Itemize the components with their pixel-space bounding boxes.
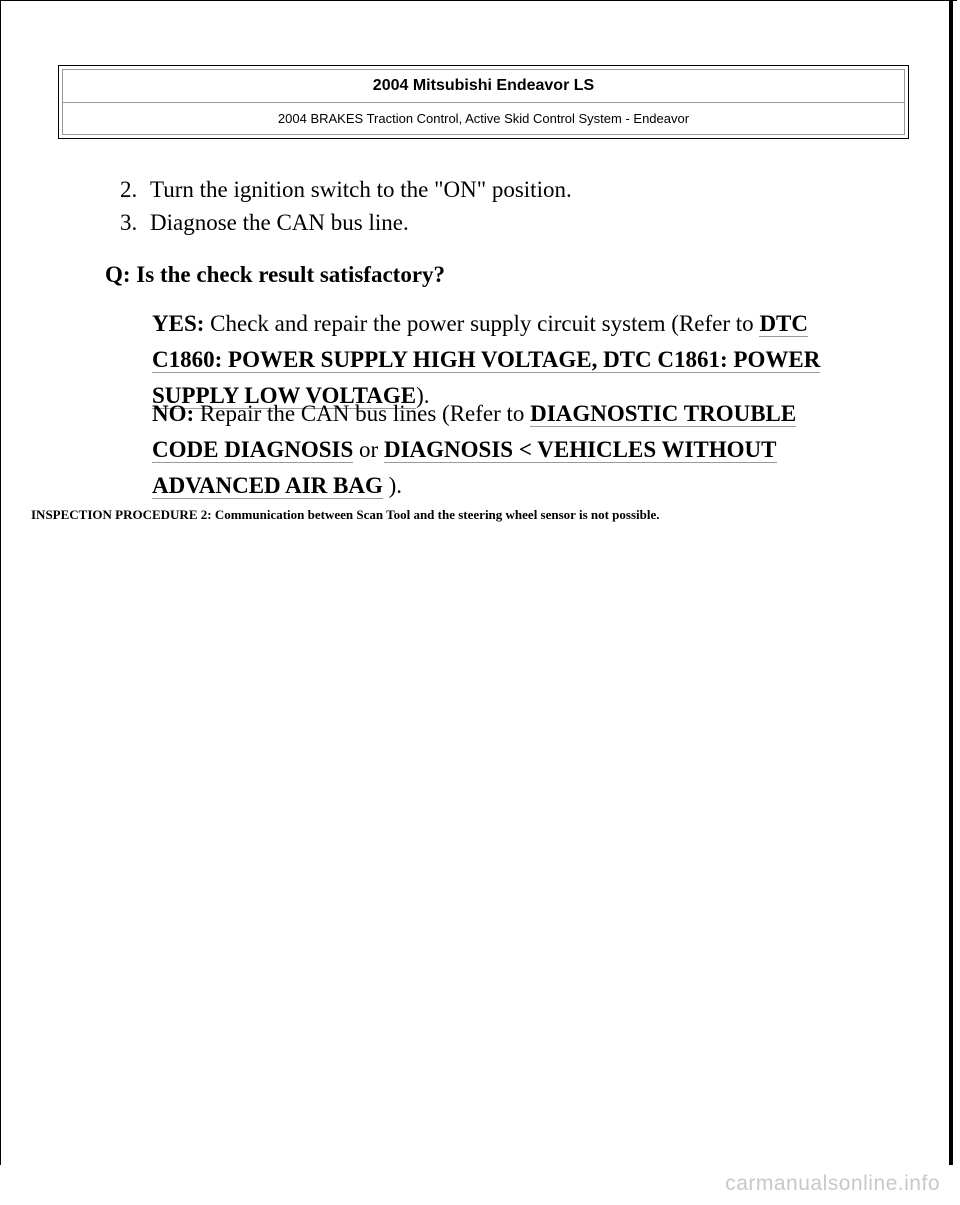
step-item: [120, 209, 409, 237]
answer-yes-text-after: ).: [416, 383, 430, 408]
document-title: 2004 Mitsubishi Endeavor LS: [63, 70, 904, 103]
link-dtc-c1860-c1861[interactable]: DTC C1860: POWER SUPPLY HIGH VOLTAGE, DTC C1861: POWER SUPPLY LOW VOLTAGE: [152, 311, 821, 408]
site-watermark: carmanualsonline.info: [725, 1172, 940, 1195]
link-diagnostic-trouble-code-diagnosis[interactable]: DIAGNOSTIC TROUBLE CODE DIAGNOSIS: [152, 401, 797, 462]
document-subtitle: 2004 BRAKES Traction Control, Active Skid Control System - Endeavor: [277, 110, 690, 126]
answer-no-text: Repair the CAN bus lines (Refer to: [199, 401, 525, 426]
answer-no-text-between: or: [359, 437, 379, 462]
answer-no-text-after: ).: [388, 473, 403, 498]
answer-yes-text: Check and repair the power supply circuit system (Refer to: [210, 311, 754, 336]
answer-no: [152, 396, 872, 504]
link-diagnosis-vehicles-without-advanced-air-bag[interactable]: DIAGNOSIS < VEHICLES WITHOUT ADVANCED AIR BAG: [152, 437, 777, 498]
document-header-inner: [62, 69, 905, 135]
question-heading: Q: Is the check result satisfactory?: [105, 262, 446, 287]
answer-yes-label: YES:: [152, 311, 205, 336]
step-number: 3.: [120, 210, 138, 235]
answer-no-label: NO:: [152, 401, 195, 426]
document-header: [58, 65, 909, 139]
step-number: 2.: [120, 177, 138, 202]
inspection-procedure-heading: INSPECTION PROCEDURE 2: Communication between Scan Tool and the steering wheel sensor is not possible.: [31, 507, 660, 522]
step-item: [120, 176, 572, 204]
step-text: Turn the ignition switch to the "ON" position.: [150, 177, 572, 202]
step-text: Diagnose the CAN bus line.: [150, 210, 409, 235]
